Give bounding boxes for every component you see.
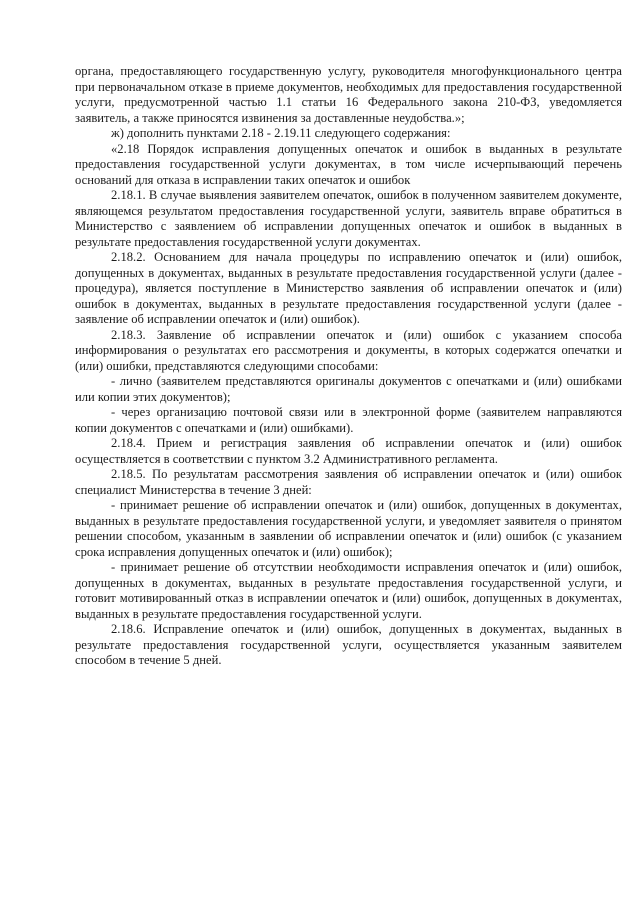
- paragraph-bullet-correction-decision: - принимает решение об исправлении опечаток и (или) ошибок, допущенных в документах, выданных в результате предоставления государственной услуги, и уведомляет заявителя о принятом решении способом, указанным в заявлении об исправлении опечаток и (или) ошибок (с указанием срока исправления допущенных опечаток и (или) ошибок);: [75, 498, 622, 559]
- paragraph-2-18-1: 2.18.1. В случае выявления заявителем опечаток, ошибок в полученном заявителем документе, являющемся результатом предоставления государственной услуги, заявитель вправе обратиться в Министерство с заявлением об исправлении допущенных опечаток и ошибок в выданных в результате предоставления государственной услуги документах.: [75, 188, 622, 249]
- paragraph-2-18-6: 2.18.6. Исправление опечаток и (или) ошибок, допущенных в документах, выданных в результате предоставления государственной услуги, осуществляется указанным заявителем способом в течение 5 дней.: [75, 622, 622, 667]
- paragraph-2-18-2: 2.18.2. Основанием для начала процедуры по исправлению опечаток и (или) ошибок, допущенных в документах, выданных в результате предоставления государственной услуги (далее - процедура), является поступление в Министерство заявления об исправлении опечаток и (или) ошибок в документах, выданных в результате предоставления государственной услуги (далее - заявление об исправлении опечаток и (или) ошибок).: [75, 250, 622, 326]
- paragraph-2-18-5: 2.18.5. По результатам рассмотрения заявления об исправлении опечаток и (или) ошибок специалист Министерства в течение 3 дней:: [75, 467, 622, 497]
- paragraph-2-18-3: 2.18.3. Заявление об исправлении опечаток и (или) ошибок с указанием способа информирования о результатах его рассмотрения и документы, в которых содержатся опечатки и (или) ошибки, представляются следующими способами:: [75, 327, 622, 373]
- paragraph-bullet-in-person: - лично (заявителем представляются оригиналы документов с опечатками и (или) ошибками или копии этих документов);: [75, 374, 622, 404]
- paragraph-2-18-heading: «2.18 Порядок исправления допущенных опечаток и ошибок в выданных в результате предоставления государственной услуги документах, в том числе исчерпывающий перечень оснований для отказа в исправлении таких опечаток и ошибок: [75, 141, 622, 187]
- paragraph-item-zh: ж) дополнить пунктами 2.18 - 2.19.11 следующего содержания:: [111, 126, 451, 140]
- document-body: [75, 64, 622, 669]
- paragraph-bullet-refusal-decision: - принимает решение об отсутствии необходимости исправления опечаток и (или) ошибок, допущенных в документах, выданных в результате предоставления государственной услуги, и готовит мотивированный отказ в исправлении опечаток и (или) ошибок, допущенных в документах, выданных в результате предоставления государственной услуги.: [75, 560, 622, 621]
- paragraph-continuation: органа, предоставляющего государственную услугу, руководителя многофункционального центра при первоначальном отказе в приеме документов, необходимых для предоставления государственной услуги, предусмотренной частью 1.1 статьи 16 Федерального закона 210-ФЗ, уведомляется заявитель, а также приносятся извинения за доставленные неудобства.»;: [75, 64, 622, 125]
- paragraph-2-18-4: 2.18.4. Прием и регистрация заявления об исправлении опечаток и (или) ошибок осуществляется в соответствии с пунктом 3.2 Административного регламента.: [75, 436, 622, 466]
- paragraph-bullet-by-post: - через организацию почтовой связи или в электронной форме (заявителем направляются копии документов с опечатками и (или) ошибками).: [75, 405, 622, 435]
